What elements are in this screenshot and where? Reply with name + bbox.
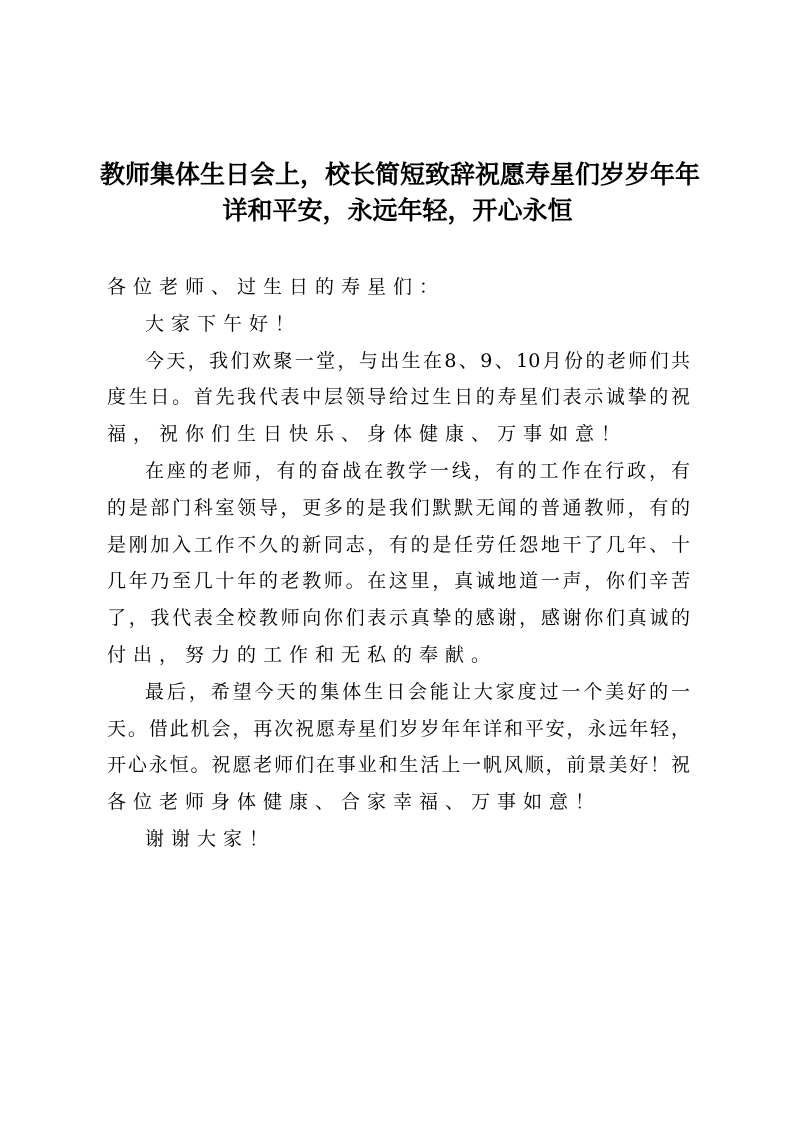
title-line: 教师集体生日会上，校长简短致辞祝愿寿星们岁岁年年: [100, 160, 701, 189]
paragraph-line: 大家下午好！: [145, 312, 302, 335]
paragraph: [107, 453, 690, 674]
paragraph-line: 各位老师、过生日的寿星们：: [107, 276, 446, 298]
title-line: 详和平安，永远年轻，开心永恒: [222, 196, 573, 225]
paragraph-line: 付出，努力的工作和无私的奉献。: [107, 643, 498, 666]
paragraph-line: 是刚加入工作不久的新同志，有的是任劳任怨地干了几年、十: [107, 533, 690, 556]
paragraph-line: 各位老师身体健康、合家幸福、万事如意！: [107, 791, 602, 814]
paragraph-line: 天。借此机会，再次祝愿寿星们岁岁年年详和平安，永远年轻，: [107, 717, 690, 740]
paragraph: [107, 269, 690, 306]
document-body: [107, 269, 690, 858]
document-title: [100, 157, 701, 229]
paragraph-line: 的是部门科室领导，更多的是我们默默无闻的普通教师，有的: [107, 496, 690, 519]
paragraph: [107, 343, 690, 453]
paragraph-line: 开心永恒。祝愿老师们在事业和生活上一帆风顺，前景美好！祝: [107, 754, 690, 777]
paragraph-line: 最后，希望今天的集体生日会能让大家度过一个美好的一: [145, 680, 690, 703]
paragraph-line: 在座的老师，有的奋战在教学一线，有的工作在行政，有: [145, 459, 690, 482]
paragraph: [107, 821, 690, 858]
paragraph: [107, 306, 690, 343]
paragraph-line: 福，祝你们生日快乐、身体健康、万事如意！: [107, 423, 628, 446]
paragraph-line: 几年乃至几十年的老教师。在这里，真诚地道一声，你们辛苦: [107, 570, 690, 593]
paragraph-line: 了，我代表全校教师向你们表示真挚的感谢，感谢你们真诚的: [107, 607, 690, 630]
paragraph-line: 谢谢大家！: [145, 827, 276, 850]
paragraph-line: 度生日。首先我代表中层领导给过生日的寿星们表示诚挚的祝: [107, 386, 690, 409]
paragraph: [107, 674, 690, 821]
paragraph-line: 今天，我们欢聚一堂，与出生在8、9、10月份的老师们共: [145, 349, 690, 372]
